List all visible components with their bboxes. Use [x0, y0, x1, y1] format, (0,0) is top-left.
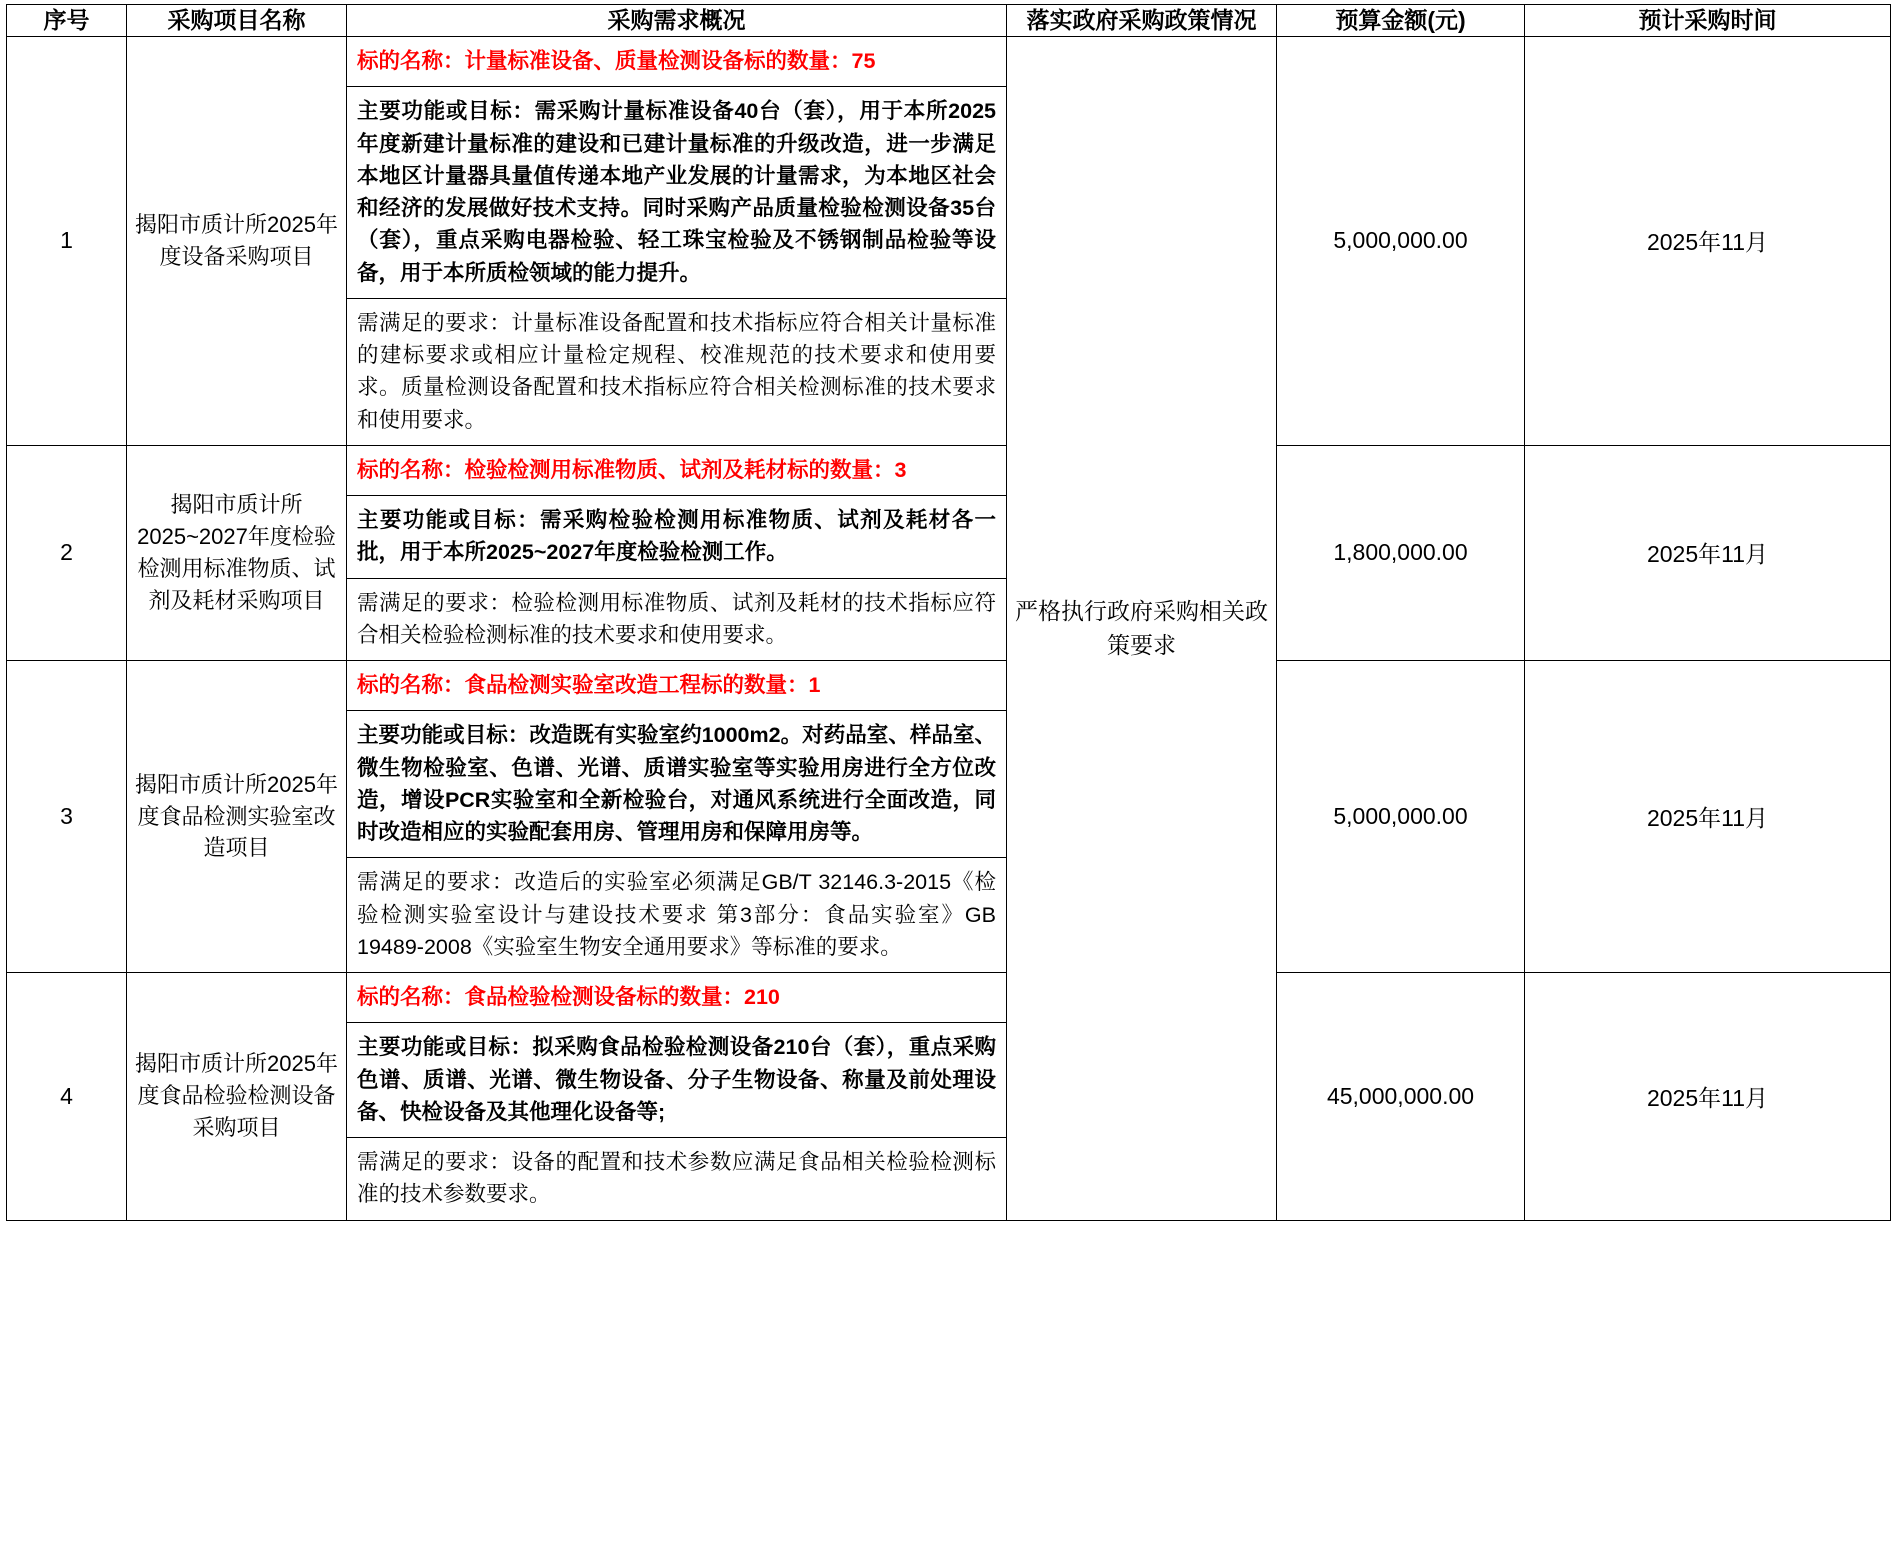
- demand-title: 标的名称：计量标准设备、质量检测设备标的数量：75: [347, 37, 1006, 87]
- table-row: [7, 37, 1891, 446]
- demand-title: 标的名称：食品检测实验室改造工程标的数量：1: [347, 661, 1006, 711]
- cell-expected-time: 2025年11月: [1525, 37, 1891, 446]
- cell-budget: 1,800,000.00: [1277, 445, 1525, 660]
- table-body: [7, 37, 1891, 1221]
- column-header-budget: 预算金额(元): [1277, 5, 1525, 37]
- demand-requirement: 需满足的要求：计量标准设备配置和技术指标应符合相关计量标准的建标要求或相应计量检定规程、校准规范的技术要求和使用要求。质量检测设备配置和技术指标应符合相关检测标准的技术要求和使用要求。: [357, 310, 996, 432]
- demand-requirement: 需满足的要求：设备的配置和技术参数应满足食品相关检验检测标准的技术参数要求。: [357, 1150, 996, 1207]
- cell-policy: 严格执行政府采购相关政策要求: [1007, 37, 1277, 1221]
- cell-budget: 45,000,000.00: [1277, 973, 1525, 1221]
- demand-goal: 主要功能或目标：需采购计量标准设备40台（套），用于本所2025年度新建计量标准的建设和已建计量标准的升级改造，进一步满足本地区计量器具量值传递本地产业发展的计量需求，为本地区社会和经济的发展做好技术支持。同时采购产品质量检验检测设备35台（套），重点采购电器检验、轻工珠宝检验及不锈钢制品检验等设备，用于本所质检领域的能力提升。: [347, 87, 1006, 299]
- cell-expected-time: 2025年11月: [1525, 973, 1891, 1221]
- demand-title: 标的名称：食品检验检测设备标的数量：210: [347, 973, 1006, 1023]
- demand-title: 标的名称：检验检测用标准物质、试剂及耗材标的数量：3: [347, 446, 1006, 496]
- cell-expected-time: 2025年11月: [1525, 661, 1891, 973]
- cell-seq: 4: [7, 973, 127, 1221]
- table-row: [7, 661, 1891, 973]
- demand-requirement: 需满足的要求：检验检测用标准物质、试剂及耗材的技术指标应符合相关检验检测标准的技术要求和使用要求。: [357, 590, 996, 647]
- cell-seq: 3: [7, 661, 127, 973]
- demand-goal: 主要功能或目标：拟采购食品检验检测设备210台（套），重点采购色谱、质谱、光谱、微生物设备、分子生物设备、称量及前处理设备、快检设备及其他理化设备等;: [347, 1023, 1006, 1138]
- cell-project-name: 揭阳市质计所2025年度设备采购项目: [127, 37, 347, 446]
- cell-demand-overview: [347, 973, 1007, 1221]
- demand-goal: 主要功能或目标：改造既有实验室约1000m2。对药品室、样品室、微生物检验室、色谱、光谱、质谱实验室等实验用房进行全方位改造，增设PCR实验室和全新检验台，对通风系统进行全面改造，同时改造相应的实验配套用房、管理用房和保障用房等。: [347, 711, 1006, 858]
- cell-project-name: 揭阳市质计所2025~2027年度检验检测用标准物质、试剂及耗材采购项目: [127, 445, 347, 660]
- header-row: [7, 5, 1891, 37]
- cell-seq: 1: [7, 37, 127, 446]
- column-header-project-name: 采购项目名称: [127, 5, 347, 37]
- column-header-policy: 落实政府采购政策情况: [1007, 5, 1277, 37]
- cell-seq: 2: [7, 445, 127, 660]
- cell-project-name: 揭阳市质计所2025年度食品检测实验室改造项目: [127, 661, 347, 973]
- column-header-demand-overview: 采购需求概况: [347, 5, 1007, 37]
- table-row: [7, 445, 1891, 660]
- demand-requirement: 需满足的要求：改造后的实验室必须满足GB/T 32146.3-2015《检验检测实验室设计与建设技术要求 第3部分：食品实验室》GB 19489-2008《实验室生物安全通用要求》等标准的要求。: [357, 870, 996, 959]
- column-header-seq: 序号: [7, 5, 127, 37]
- cell-budget: 5,000,000.00: [1277, 661, 1525, 973]
- table-row: [7, 973, 1891, 1221]
- cell-expected-time: 2025年11月: [1525, 445, 1891, 660]
- cell-demand-overview: [347, 37, 1007, 446]
- cell-project-name: 揭阳市质计所2025年度食品检验检测设备采购项目: [127, 973, 347, 1221]
- demand-goal: 主要功能或目标：需采购检验检测用标准物质、试剂及耗材各一批，用于本所2025~2027年度检验检测工作。: [347, 496, 1006, 579]
- cell-demand-overview: [347, 445, 1007, 660]
- cell-demand-overview: [347, 661, 1007, 973]
- procurement-requirements-table: [6, 4, 1891, 1221]
- cell-budget: 5,000,000.00: [1277, 37, 1525, 446]
- column-header-expected-time: 预计采购时间: [1525, 5, 1891, 37]
- table-header: [7, 5, 1891, 37]
